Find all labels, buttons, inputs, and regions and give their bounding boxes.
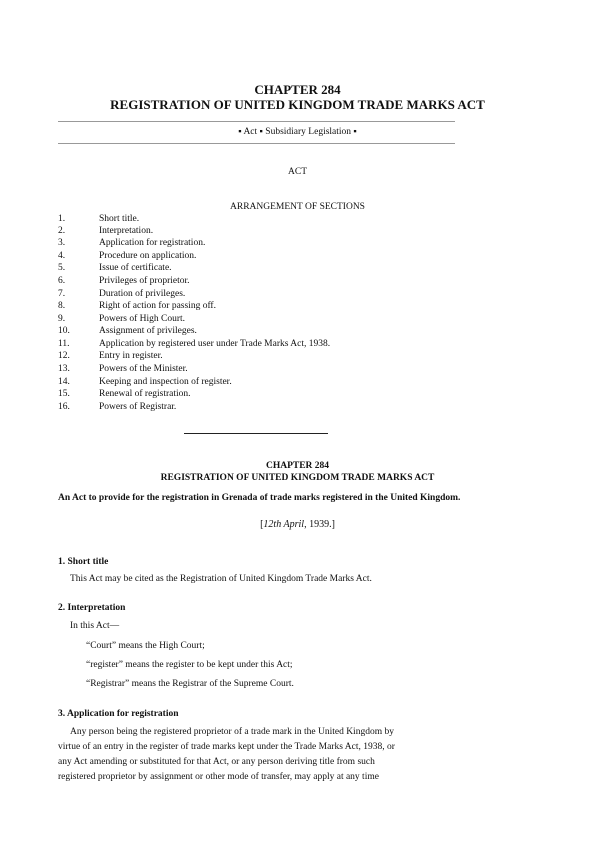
arrangement-item[interactable] [58, 401, 176, 413]
arrangement-item[interactable] [58, 225, 153, 237]
section-1-text: This Act may be cited as the Registration of United Kingdom Trade Marks Act. [70, 574, 372, 584]
date-open: [ [260, 519, 264, 530]
act-title-heading: REGISTRATION OF UNITED KINGDOM TRADE MARKS ACT [110, 97, 485, 112]
arrangement-item[interactable] [58, 376, 232, 388]
section-title: Application by registered user under Trade Marks Act, 1938. [99, 339, 331, 349]
arrangement-item[interactable] [58, 350, 163, 362]
section-number: 16. [58, 402, 70, 412]
nav-link-subsidiary-legislation[interactable]: Subsidiary Legislation [265, 127, 352, 137]
arrangement-item[interactable] [58, 325, 197, 337]
section-number: 14. [58, 377, 70, 387]
section-number: 10. [58, 326, 70, 336]
act-heading: ACT [288, 167, 307, 177]
section-title: Application for registration. [99, 238, 206, 248]
arrangement-item[interactable] [58, 288, 185, 300]
enactment-date [0, 519, 595, 530]
date-rest: , 1939.] [304, 519, 335, 530]
section-title: Privileges of proprietor. [99, 276, 190, 286]
section-number: 3. [58, 238, 66, 248]
section-divider [184, 433, 328, 434]
act-body-title: REGISTRATION OF UNITED KINGDOM TRADE MARKS ACT [160, 473, 435, 483]
section-title: Interpretation. [99, 226, 154, 236]
section-number: 1. [58, 214, 66, 224]
section-number: 4. [58, 251, 66, 261]
arrangement-item[interactable] [58, 237, 205, 249]
section-number: 11. [58, 339, 70, 349]
section-number: 9. [58, 314, 66, 324]
nav-divider [58, 143, 455, 144]
long-title: An Act to provide for the registration in Grenada of trade marks registered in the United Kingdom. [58, 493, 461, 503]
arrangement-item[interactable] [58, 363, 188, 375]
date-italic: 12th April [263, 519, 305, 530]
definition-court: “Court” means the High Court; [86, 641, 205, 651]
section-title: Keeping and inspection of register. [99, 377, 232, 387]
arrangement-item[interactable] [58, 388, 191, 400]
section-number: 8. [58, 301, 66, 311]
section-title: Duration of privileges. [99, 289, 186, 299]
nav-bullet: ▪ [353, 127, 357, 137]
arrangement-item[interactable] [58, 275, 190, 287]
chapter-heading: CHAPTER 284 [254, 82, 341, 97]
section-3-line-4: registered proprietor by assignment or other mode of transfer, may apply at any time [58, 772, 379, 782]
section-number: 15. [58, 389, 70, 399]
section-title: Issue of certificate. [99, 263, 172, 273]
section-title: Assignment of privileges. [99, 326, 197, 336]
section-title: Powers of High Court. [99, 314, 186, 324]
definition-register: “register” means the register to be kept under this Act; [86, 660, 293, 670]
section-1-heading: 1. Short title [58, 557, 109, 567]
section-number: 6. [58, 276, 66, 286]
section-title: Powers of Registrar. [99, 402, 177, 412]
section-3-heading: 3. Application for registration [58, 709, 179, 719]
act-chapter-heading: CHAPTER 284 [265, 461, 330, 471]
section-title: Entry in register. [99, 351, 163, 361]
nav-bullet: ▪ [238, 127, 242, 137]
section-3-line-2: virtue of an entry in the register of trade marks kept under the Trade Marks Act, 1938, or [58, 742, 395, 752]
arrangement-item[interactable] [58, 213, 139, 225]
section-number: 13. [58, 364, 70, 374]
section-number: 5. [58, 263, 66, 273]
nav-bullet: ▪ [259, 127, 263, 137]
section-title: Renewal of registration. [99, 389, 191, 399]
section-2-intro: In this Act— [70, 621, 120, 631]
section-3-line-3: any Act amending or substituted for that Act, or any person deriving title from such [58, 757, 375, 767]
section-3-line-1: Any person being the registered proprietor of a trade mark in the United Kingdom by [70, 727, 394, 737]
definition-registrar: “Registrar” means the Registrar of the Supreme Court. [86, 679, 294, 689]
section-2-heading: 2. Interpretation [58, 603, 126, 613]
nav-bar [0, 127, 595, 137]
arrangement-item[interactable] [58, 338, 330, 350]
nav-link-act[interactable]: Act [243, 127, 258, 137]
section-number: 12. [58, 351, 70, 361]
arrangement-heading: ARRANGEMENT OF SECTIONS [230, 202, 365, 212]
section-number: 2. [58, 226, 66, 236]
top-divider [58, 121, 455, 122]
arrangement-item[interactable] [58, 300, 216, 312]
arrangement-item[interactable] [58, 262, 172, 274]
arrangement-item[interactable] [58, 313, 185, 325]
section-title: Powers of the Minister. [99, 364, 188, 374]
section-title: Procedure on application. [99, 251, 197, 261]
arrangement-item[interactable] [58, 250, 196, 262]
section-title: Short title. [99, 214, 140, 224]
section-title: Right of action for passing off. [99, 301, 216, 311]
section-number: 7. [58, 289, 66, 299]
